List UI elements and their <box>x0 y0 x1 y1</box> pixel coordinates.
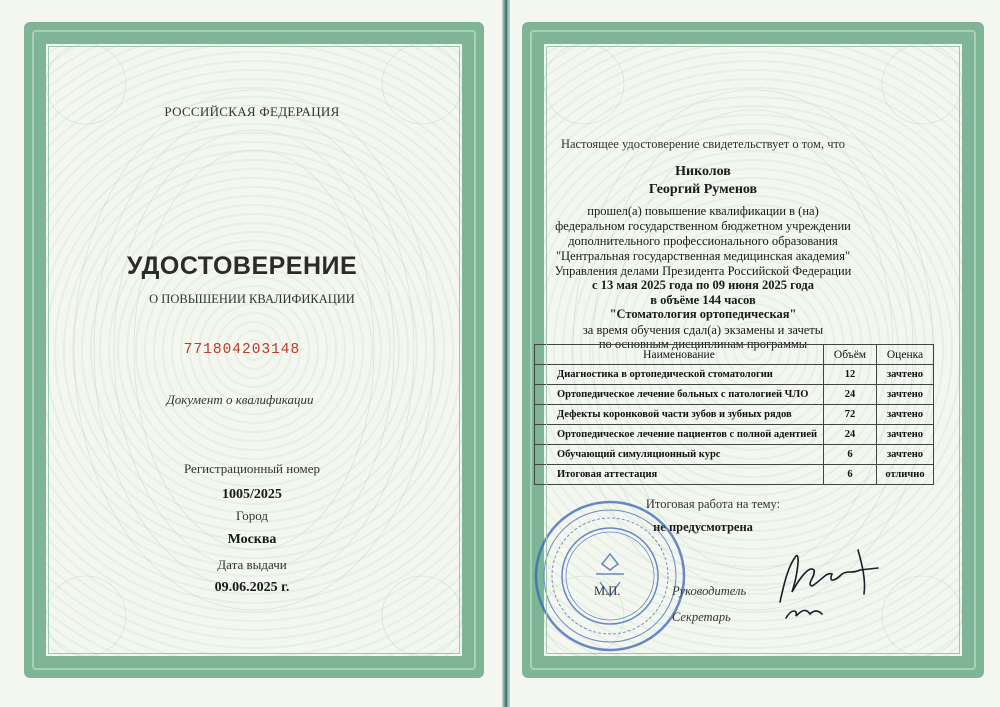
city-label: Город <box>235 508 269 523</box>
discipline-volume: 24 <box>824 425 877 445</box>
discipline-volume: 12 <box>824 365 877 385</box>
intro-text: Настоящее удостоверение свидетельствует о том, что <box>560 137 846 151</box>
discipline-grade: зачтено <box>877 445 934 465</box>
table-row <box>535 465 934 485</box>
discipline-volume: 6 <box>824 465 877 485</box>
serial-number: 771804203148 <box>183 342 301 358</box>
discipline-volume: 72 <box>824 405 877 425</box>
registration-number: 1005/2025 <box>222 487 282 502</box>
discipline-name: Итоговая аттестация <box>535 465 824 485</box>
issue-date-label: Дата выдачи <box>217 557 287 572</box>
discipline-volume: 24 <box>824 385 877 405</box>
thesis-value: не предусмотрена <box>653 520 753 534</box>
official-stamp-icon <box>530 496 690 656</box>
holder-given-names: Георгий Руменов <box>648 182 758 197</box>
discipline-name: Обучающий симуляционный курс <box>535 445 824 465</box>
discipline-grade: зачтено <box>877 385 934 405</box>
body-line: федеральном государственном бюджетном учреждении <box>555 219 851 233</box>
discipline-name: Ортопедическое лечение больных с патологией ЧЛО <box>535 385 824 405</box>
city-value: Москва <box>227 532 277 547</box>
registration-label: Регистрационный номер <box>184 461 320 476</box>
training-volume: в объёме 144 часов <box>650 293 756 307</box>
document-title: УДОСТОВЕРЕНИЕ <box>126 252 358 280</box>
right-page <box>510 0 1000 707</box>
body-line: прошел(а) повышение квалификации в (на) <box>587 204 819 218</box>
table-row <box>535 385 934 405</box>
exam-line: по основным дисциплинам программы <box>598 337 808 351</box>
seal-label: М.П. <box>594 584 621 598</box>
body-line: Управления делами Президента Российской Федерации <box>554 264 852 278</box>
head-label: Руководитель <box>672 584 747 598</box>
header-grade: Оценка <box>877 345 934 365</box>
secretary-label: Секретарь <box>672 610 731 624</box>
thesis-label: Итоговая работа на тему: <box>645 497 781 511</box>
discipline-name: Дефекты коронковой части зубов и зубных рядов <box>535 405 824 425</box>
table-row <box>535 365 934 385</box>
discipline-grade: зачтено <box>877 405 934 425</box>
institution-name: "Центральная государственная медицинская академия" <box>555 249 851 263</box>
discipline-volume: 6 <box>824 445 877 465</box>
country-name: РОССИЙСКАЯ ФЕДЕРАЦИЯ <box>164 104 340 119</box>
body-line: дополнительного профессионального образования <box>568 234 838 248</box>
table-row <box>535 425 934 445</box>
disciplines-table <box>534 344 934 485</box>
program-name: "Стоматология ортопедическая" <box>609 307 797 321</box>
signatures-icon <box>766 544 896 624</box>
discipline-name: Диагностика в ортопедической стоматологии <box>535 365 824 385</box>
right-guilloche-frame <box>522 22 984 678</box>
table-header-row <box>535 345 934 365</box>
header-name: Наименование <box>535 345 824 365</box>
exam-line: за время обучения сдал(а) экзамены и зачеты <box>582 323 824 337</box>
issue-date-value: 09.06.2025 г. <box>214 580 290 595</box>
document-subtitle: О ПОВЫШЕНИИ КВАЛИФИКАЦИИ <box>149 292 355 306</box>
discipline-grade: зачтено <box>877 365 934 385</box>
discipline-grade: отлично <box>877 465 934 485</box>
holder-surname: Николов <box>675 164 731 179</box>
table-row <box>535 445 934 465</box>
discipline-name: Ортопедическое лечение пациентов с полной адентией <box>535 425 824 445</box>
document-type: Документ о квалификации <box>166 392 314 407</box>
table-row <box>535 405 934 425</box>
header-volume: Объём <box>824 345 877 365</box>
discipline-grade: зачтено <box>877 425 934 445</box>
training-period: с 13 мая 2025 года по 09 июня 2025 года <box>592 278 814 292</box>
